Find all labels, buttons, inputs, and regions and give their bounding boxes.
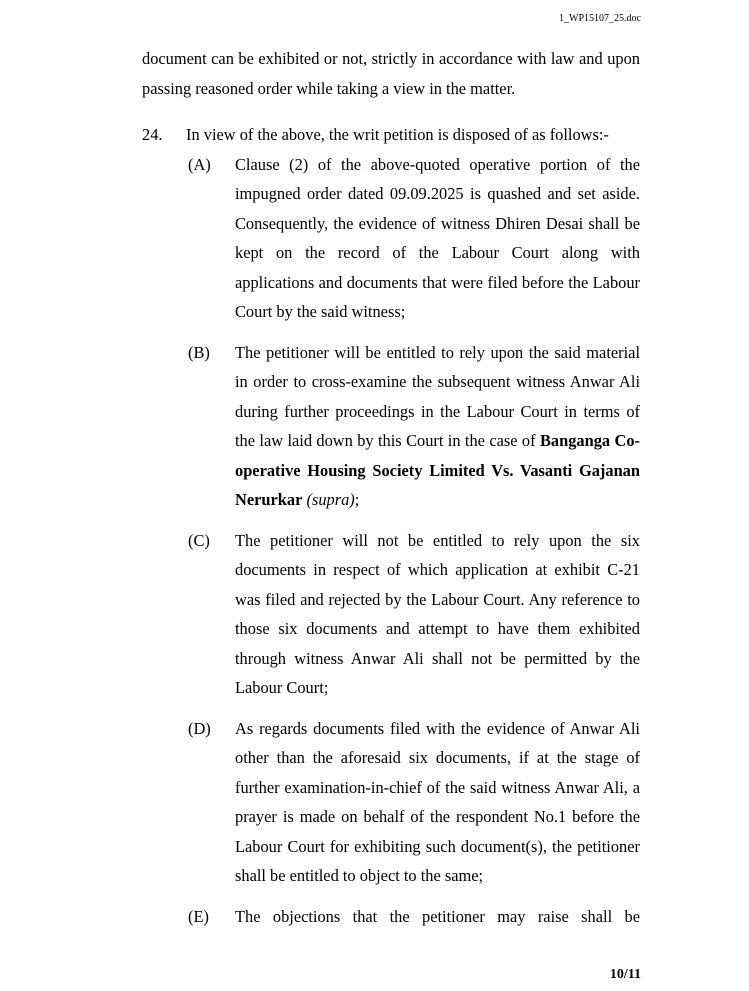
- clause-label: (D): [188, 718, 211, 738]
- supra-reference: (supra): [306, 490, 355, 509]
- clause-text: The objections that the petitioner may raise shall be: [235, 906, 640, 926]
- document-id: 1_WP15107_25.doc: [559, 13, 641, 24]
- clause-text: Clause (2) of the above-quoted operative portion of the impugned order dated 09.09.2025 is quashed and set aside. Consequently, the evidence of witness Dhiren Desai shall be kept on the record of the Labour Court along with applications and documents that were filed before the Labour Court by the said witness;: [235, 154, 640, 321]
- paragraph-24: [142, 120, 640, 150]
- clause-e: [188, 902, 640, 932]
- clause-label: (E): [188, 906, 209, 926]
- clause-a: [188, 150, 640, 327]
- clause-b: [188, 338, 640, 515]
- paragraph-number: 24.: [142, 125, 163, 144]
- clause-c: [188, 526, 640, 703]
- case-name: Banganga Co-operative Housing Society Limited Vs. Vasanti Gajanan Nerurkar: [235, 431, 640, 509]
- clause-text: [235, 338, 640, 515]
- page-number: 10/11: [609, 967, 641, 982]
- clause-b-end: ;: [354, 490, 360, 509]
- clause-label: (A): [188, 154, 211, 174]
- clause-b-text: The petitioner will be entitled to rely upon the said material in order to cross-examine the subsequent witness Anwar Ali during further proceedings in the Labour Court in terms of the law laid down by this Court in the case of: [235, 342, 640, 450]
- paragraph-24-text: In view of the above, the writ petition is disposed of as follows:-: [186, 125, 609, 144]
- clause-label: (B): [188, 342, 210, 362]
- clause-d: [188, 714, 640, 891]
- clause-list: [188, 150, 640, 932]
- intro-paragraph: document can be exhibited or not, strictly in accordance with law and upon passing reasoned order while taking a view in the matter.: [142, 49, 640, 98]
- clause-text: As regards documents filed with the evidence of Anwar Ali other than the aforesaid six documents, if at the stage of further examination-in-chief of the said witness Anwar Ali, a prayer is made on behalf of the respondent No.1 before the Labour Court for exhibiting such document(s), the petitioner shall be entitled to object to the same;: [235, 718, 640, 885]
- clause-text: The petitioner will not be entitled to rely upon the six documents in respect of which application at exhibit C-21 was filed and rejected by the Labour Court. Any reference to those six documents and attempt to have them exhibited through witness Anwar Ali shall not be permitted by the Labour Court;: [235, 530, 640, 697]
- clause-label: (C): [188, 530, 210, 550]
- page-body: [142, 44, 640, 931]
